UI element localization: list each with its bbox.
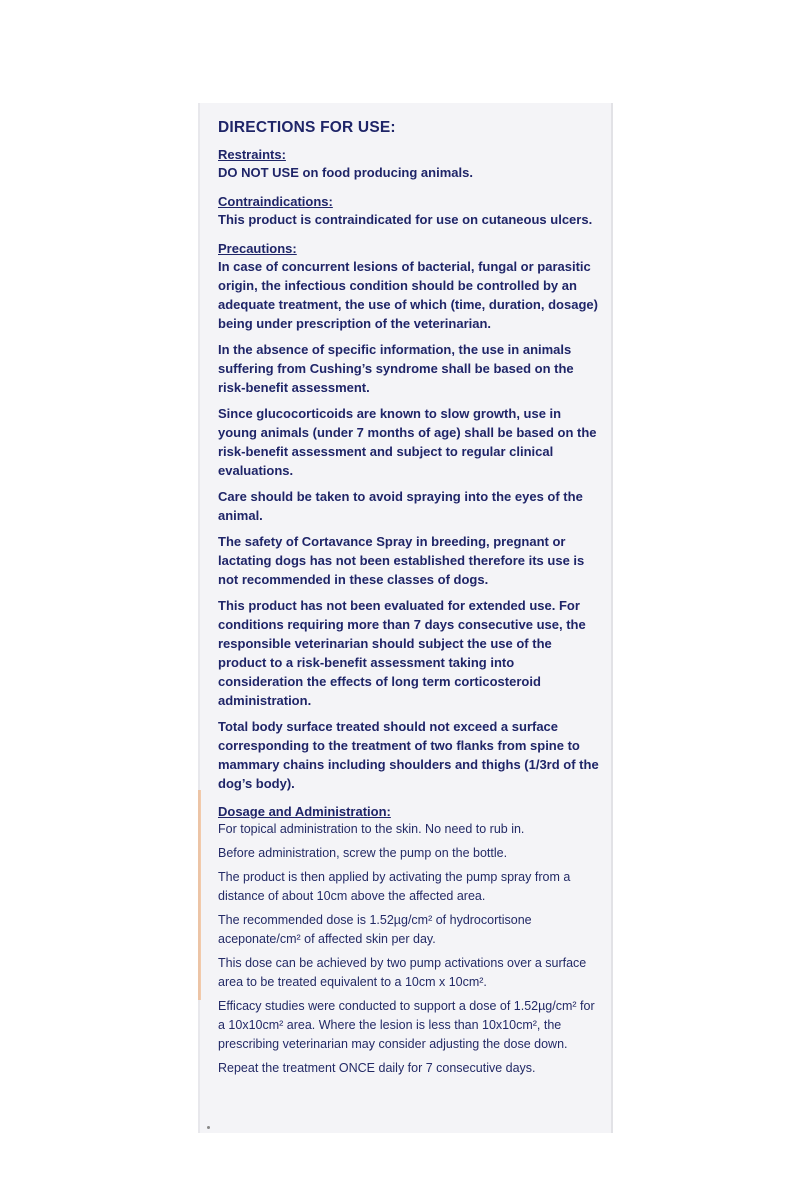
precautions-paragraph: Total body surface treated should not exceed a surface corresponding to the treatment of two flanks from spine to mammary chains including shoulders and thighs (1/3rd of the dog’s body). — [218, 719, 599, 791]
contraindications-text: This product is contraindicated for use on cutaneous ulcers. — [218, 212, 593, 227]
restraints-heading: Restraints: — [218, 147, 286, 162]
dosage-paragraph: The product is then applied by activating the pump spray from a distance of about 10cm above the affected area. — [218, 870, 571, 903]
precautions-heading: Precautions: — [218, 241, 297, 256]
orange-edge-strip — [198, 790, 201, 1000]
precautions-paragraph: This product has not been evaluated for extended use. For conditions requiring more than 7 days consecutive use, the responsible veterinarian should subject the use of the product to a risk-benefit assessment taking into consideration the effects of long term corticosteroid administration. — [218, 598, 586, 708]
precautions-paragraph: In the absence of specific information, the use in animals suffering from Cushing’s syndrome shall be based on the risk-benefit assessment. — [218, 342, 574, 395]
precautions-paragraph: The safety of Cortavance Spray in breeding, pregnant or lactating dogs has not been established therefore its use is not recommended in these classes of dogs. — [218, 534, 585, 587]
dosage-paragraph: Efficacy studies were conducted to support a dose of 1.52µg/cm² for a 10x10cm² area. Where the lesion is less than 10x10cm², the prescribing veterinarian may consider adjusting the dose down. — [218, 999, 595, 1051]
dosage-heading: Dosage and Administration: — [218, 804, 391, 819]
contraindications-heading: Contraindications: — [218, 194, 333, 209]
print-mark — [207, 1126, 210, 1129]
dosage-paragraph: This dose can be achieved by two pump activations over a surface area to be treated equivalent to a 10cm x 10cm². — [218, 956, 587, 989]
precautions-paragraph: In case of concurrent lesions of bacterial, fungal or parasitic origin, the infectious condition should be controlled by an adequate treatment, the use of which (time, duration, dosage) being under prescription of the veterinarian. — [218, 259, 598, 331]
restraints-text: DO NOT USE on food producing animals. — [218, 165, 473, 180]
page-title: DIRECTIONS FOR USE: — [218, 119, 396, 136]
dosage-paragraph: The recommended dose is 1.52µg/cm² of hydrocortisone aceponate/cm² of affected skin per day. — [218, 913, 532, 946]
dosage-paragraph: For topical administration to the skin. No need to rub in. — [218, 822, 525, 836]
dosage-paragraph: Before administration, screw the pump on the bottle. — [218, 846, 508, 860]
dosage-paragraph: Repeat the treatment ONCE daily for 7 consecutive days. — [218, 1061, 536, 1075]
precautions-paragraph: Care should be taken to avoid spraying into the eyes of the animal. — [218, 489, 583, 523]
precautions-paragraph: Since glucocorticoids are known to slow growth, use in young animals (under 7 months of age) shall be based on the risk-benefit assessment and subject to regular clinical evaluations. — [218, 406, 597, 478]
directions-text-block — [218, 119, 603, 1083]
